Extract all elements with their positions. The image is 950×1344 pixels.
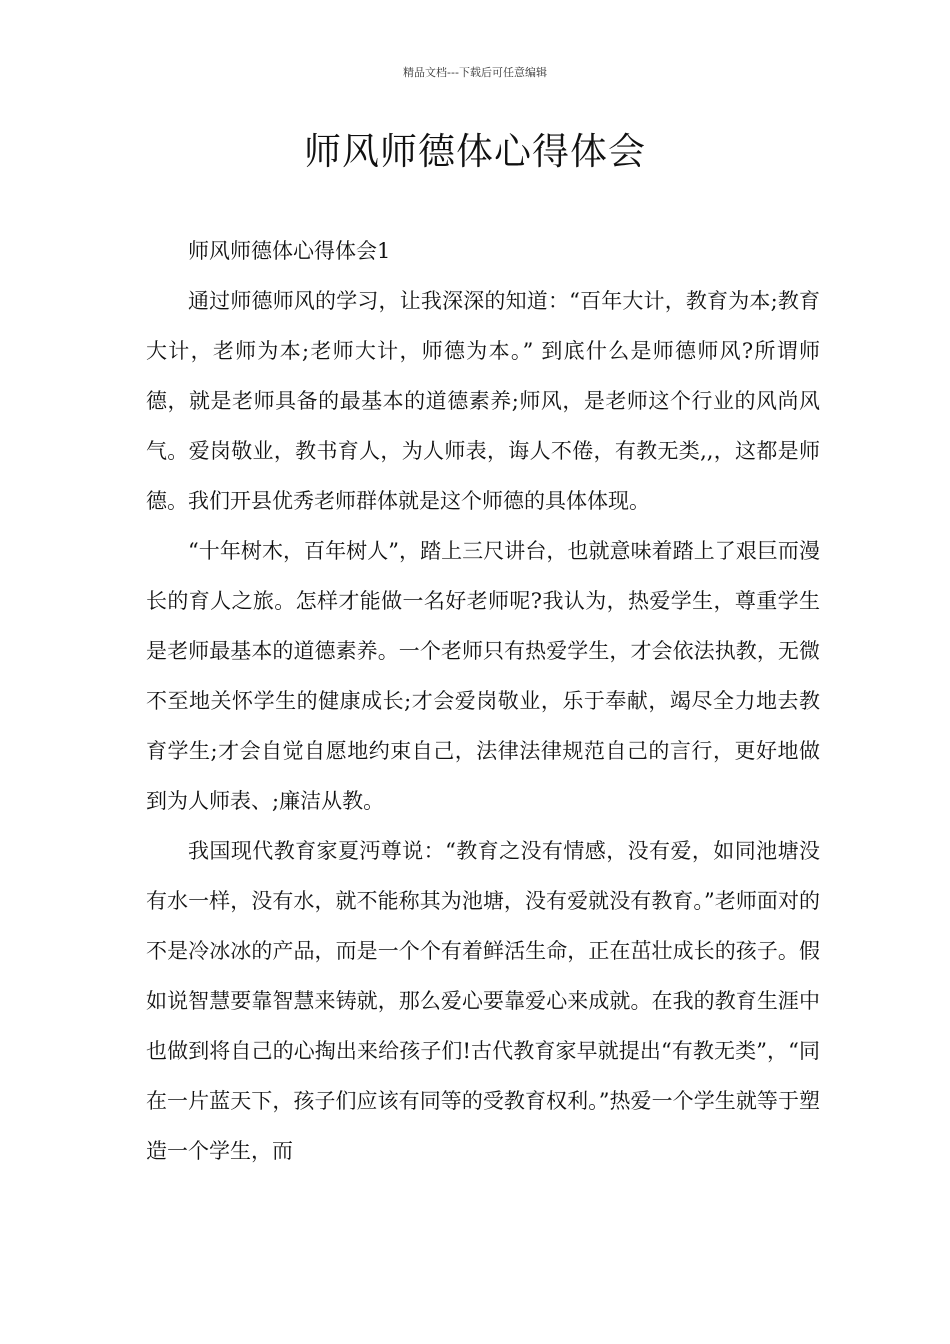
section-heading: 师风师德体心得体会1: [188, 239, 391, 263]
header-note: 精品文档---下载后可任意编辑: [403, 66, 547, 79]
paragraph: 我国现代教育家夏沔尊说：“教育之没有情感，没有爱，如同池塘没有水一样，没有水，就不能称其为池塘，没有爱就没有教育。”老师面对的不是冷冰冰的产品，而是一个个有着鲜活生命，正在茁壮成长的孩子。假如说智慧要靠智慧来铸就，那么爱心要靠爱心来成就。在我的教育生涯中也做到将自己的心掏出来给孩子们!古代教育家早就提出“有教无类”，“同在一片蓝天下，孩子们应该有同等的受教育权利。”热爱一个学生就等于塑造一个学生，而: [146, 839, 820, 1163]
paragraph: 通过师德师风的学习，让我深深的知道：“百年大计，教育为本;教育大计，老师为本;老师大计，师德为本。” 到底什么是师德师风?所谓师德，就是老师具备的最基本的道德素养;师风，是老师这个行业的风尚风气。爱岗敬业，教书育人，为人师表，诲人不倦，有教无类,,，这都是师德。我们开县优秀老师群体就是这个师德的具体体现。: [146, 289, 820, 513]
document-body: [146, 226, 820, 1176]
paragraph: “十年树木，百年树人”，踏上三尺讲台，也就意味着踏上了艰巨而漫长的育人之旅。怎样才能做一名好老师呢?我认为，热爱学生，尊重学生是老师最基本的道德素养。一个老师只有热爱学生，才会依法执教，无微不至地关怀学生的健康成长;才会爱岗敬业，乐于奉献，竭尽全力地去教育学生;才会自觉自愿地约束自己，法律法律规范自己的言行，更好地做到为人师表、;廉洁从教。: [146, 539, 820, 813]
document-title: 师风师德体心得体会: [304, 130, 646, 173]
